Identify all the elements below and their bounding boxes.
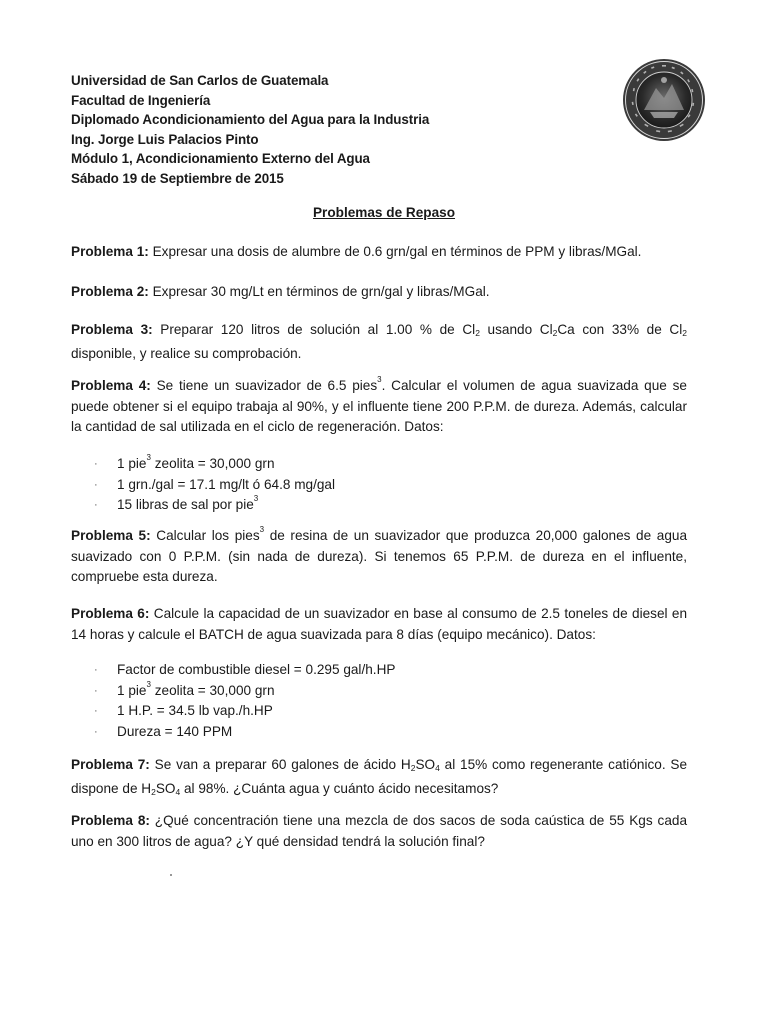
problem-label: Problema 8: <box>71 813 150 828</box>
bullet-icon: · <box>94 499 98 511</box>
diploma-name: Diplomado Acondicionamiento del Agua para la Industria <box>71 112 430 127</box>
bullet-icon: · <box>94 664 98 676</box>
faculty-name: Facultad de Ingeniería <box>71 92 211 108</box>
university-name: Universidad de San Carlos de Guatemala <box>71 73 329 88</box>
problem-6-data-list <box>94 660 494 742</box>
problem-8 <box>71 811 687 852</box>
list-item: · 1 pie$^3$ zeolita = 30,000 grn <box>94 681 494 702</box>
problem-label: Problema 7: <box>71 757 150 772</box>
bullet-icon: · <box>94 478 98 491</box>
list-item: · 1 pie$^3$ zeolita = 30,000 grn <box>94 454 494 475</box>
bullet-icon: · <box>94 458 98 470</box>
list-item: · 1 grn./gal = 17.1 mg/lt ó 64.8 mg/gal <box>94 475 494 496</box>
problem-text: Se tiene un suavizador de 6.5 pies$^3$. Calcular el volumen de agua suavizada que se puede obtener si el equipo trabaja al 90%, y el influente tiene 200 P.P.M. de dureza. Además, calcular la cantidad de sal utilizada en el ciclo de regeneración. Datos: <box>71 375 687 434</box>
list-item: · Factor de combustible diesel = 0.295 gal/h.HP <box>94 660 494 681</box>
problem-7 <box>71 755 687 802</box>
bullet-icon: · <box>94 684 98 697</box>
problem-text: Preparar 120 litros de solución al 1.00 % de $Cl_2$ usando $Cl_2Ca$ con 33% de $Cl_2$ disponible, y realice su comprobación. <box>71 322 687 361</box>
module-name: Módulo 1, Acondicionamiento Externo del Agua <box>71 151 370 166</box>
problem-label: Problema 2: <box>71 284 149 299</box>
problem-6 <box>71 604 687 645</box>
problem-text: Se van a preparar 60 galones de ácido $H_2SO_4$ al 15% como regenerante catiónico. Se dispone de $H_2SO_4$ al 98%. ¿Cuánta agua y cuánto ácido necesitamos? <box>71 757 688 797</box>
document-title: Problemas de Repaso <box>312 205 456 220</box>
problem-label: Problema 4: <box>71 378 151 393</box>
problem-text: Expresar 30 mg/Lt en términos de grn/gal y libras/MGal. <box>152 284 490 299</box>
problem-label: Problema 5: <box>71 528 151 543</box>
document-date: Sábado 19 de Septiembre de 2015 <box>71 170 284 186</box>
list-item: · 1 H.P. = 34.5 lb vap./h.HP <box>94 701 494 722</box>
problem-label: Problema 1: <box>71 244 149 259</box>
bullet-icon: · <box>94 725 98 738</box>
problem-4 <box>71 376 687 438</box>
list-item: · Dureza = 140 PPM <box>94 722 494 743</box>
problem-4-data-list <box>94 454 494 516</box>
problem-text: Expresar una dosis de alumbre de 0.6 grn/gal en términos de PPM y libras/MGal. <box>152 244 642 259</box>
problem-text: Calcule la capacidad de un suavizador en base al consumo de 2.5 toneles de diesel en 14 horas y calcule el BATCH de agua suavizada para 8 días (equipo mecánico). Datos: <box>71 606 688 642</box>
problem-label: Problema 6: <box>71 606 150 621</box>
problem-text: ¿Qué concentración tiene una mezcla de dos sacos de soda caústica de 55 Kgs cada uno en 300 litros de agua? ¿Y qué densidad tendrá la solución final? <box>71 813 688 849</box>
instructor-name: Ing. Jorge Luis Palacios Pinto <box>71 131 259 147</box>
bullet-icon: · <box>94 705 98 717</box>
problem-5 <box>71 526 687 588</box>
document-header <box>71 71 611 188</box>
problem-3 <box>71 320 687 364</box>
problem-2 <box>71 282 687 303</box>
scan-speck <box>170 874 172 876</box>
university-seal-icon <box>622 58 706 142</box>
problem-label: Problema 3: <box>71 322 153 337</box>
list-item: · 15 libras de sal por pie$^3$ <box>94 495 494 516</box>
problem-1 <box>71 242 687 263</box>
problem-text: Calcular los pies$^3$ de resina de un suavizador que produzca 20,000 galones de agua suavizado con 0 P.P.M. (sin nada de dureza). Si tenemos 65 P.P.M. de dureza en el influente, compruebe esta dureza. <box>71 525 688 584</box>
